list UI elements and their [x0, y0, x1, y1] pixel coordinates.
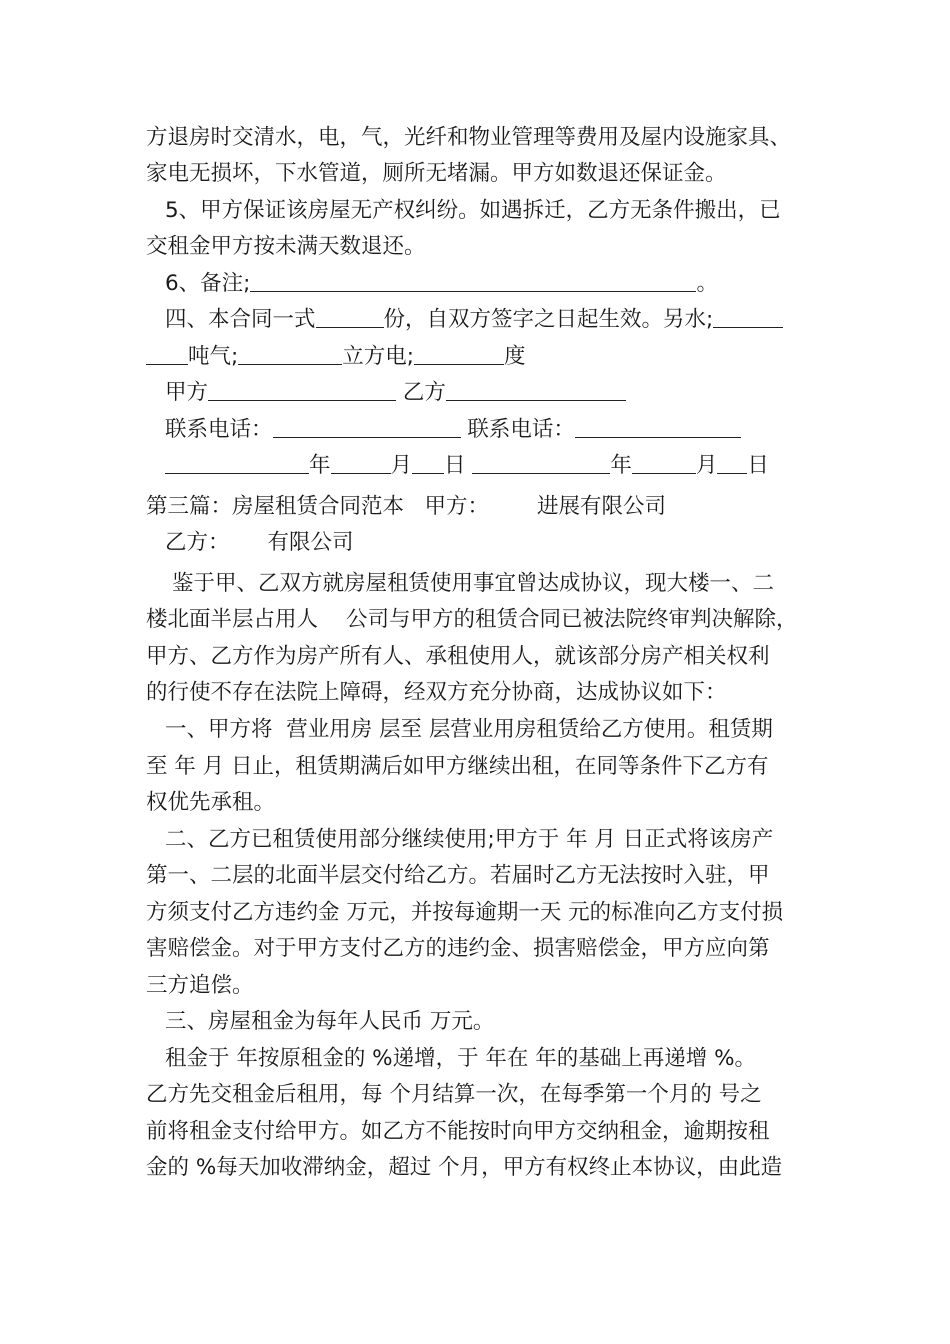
text-line: 租金于 年按原租金的 %递增，于 年在 年的基础上再递增 %。: [165, 1046, 757, 1071]
blank-line: [446, 380, 626, 401]
year-label: 年: [610, 453, 632, 478]
text-line: 金的 %每天加收滞纳金，超过 个月，甲方有权终止本协议，由此造: [146, 1155, 783, 1180]
text-line: 家电无损坏，下水管道，厕所无堵漏。甲方如数退还保证金。: [146, 161, 727, 186]
blank-line: [331, 453, 391, 474]
month-label: 月: [390, 453, 413, 478]
text-segment: 公司与甲方的租赁合同已被法院终审判决解除，: [346, 607, 798, 632]
party-a-label: 甲方：: [424, 494, 490, 519]
text-line: [165, 717, 773, 743]
text-segment: 立方电;: [342, 344, 414, 369]
day-label: 日: [747, 453, 769, 478]
copies-line: [165, 307, 783, 333]
date-line: [165, 453, 769, 479]
text-line: 鉴于甲、乙双方就房屋租赁使用事宜曾达成协议，现大楼一、二: [172, 571, 775, 596]
text-segment: 吨气;: [188, 344, 239, 369]
party-signature-line: [165, 380, 626, 406]
text-segment: 营业用房: [286, 717, 373, 742]
meter-line: [146, 344, 526, 370]
blank-line: [238, 344, 342, 365]
text-segment: 楼北面半层占用人: [146, 607, 319, 632]
text-segment: 层营业用房租赁给乙方使用。租赁期: [428, 717, 773, 742]
text-line: 甲方、乙方作为房产所有人、承租使用人，就该部分房产相关权利: [146, 644, 770, 669]
text-line: 三方追偿。: [146, 973, 254, 998]
text-line: 的行使不存在法院上障碍，经双方充分协商，达成协议如下：: [146, 680, 727, 705]
remarks-label: 6、备注;: [165, 271, 251, 296]
text-line: 权优先承租。: [146, 790, 276, 815]
text-line: 至 年 月 日止，租赁期满后如甲方继续出租，在同等条件下乙方有: [146, 754, 769, 779]
month-label: 月: [695, 453, 718, 478]
company-name: 有限公司: [267, 530, 354, 555]
blank-line: [575, 417, 741, 438]
blank-line: [717, 453, 747, 474]
blank-line: [146, 344, 188, 365]
period: 。: [696, 271, 718, 296]
phone-line: [165, 417, 741, 443]
blank-line: [713, 307, 783, 328]
text-segment: 度: [504, 344, 526, 369]
text-line: 乙方先交租金后租用，每 个月结算一次，在每季第一个月的 号之: [146, 1082, 762, 1107]
text-segment: 份，自双方签字之日起生效。另水;: [383, 307, 714, 332]
phone-label-a: 联系电话：: [165, 417, 273, 442]
text-line: 5、甲方保证该房屋无产权纠纷。如遇拆迁，乙方无条件搬出，已: [165, 198, 781, 223]
blank-line: [208, 380, 396, 401]
party-b-label: 乙方: [402, 380, 446, 405]
text-segment: 层至: [379, 717, 423, 742]
text-line: 害赔偿金。对于甲方支付乙方的违约金、损害赔偿金，甲方应向第: [146, 936, 770, 961]
blank-line: [472, 453, 610, 474]
text-segment: 四、本合同一式: [165, 307, 316, 332]
blank-line: [250, 271, 696, 292]
phone-label-b: 联系电话：: [467, 417, 575, 442]
section-title: 第三篇：房屋租赁合同范本: [146, 494, 405, 519]
text-line: 前将租金支付给甲方。如乙方不能按时向甲方交纳租金，逾期按租: [146, 1119, 770, 1144]
party-a-label: 甲方: [165, 380, 209, 405]
text-line: 二、乙方已租赁使用部分继续使用;甲方于 年 月 日正式将该房产: [165, 827, 774, 852]
blank-line: [165, 453, 309, 474]
blank-line: [412, 453, 444, 474]
party-b-line: [165, 530, 354, 556]
blank-line: [632, 453, 696, 474]
section-title-line: [146, 494, 666, 520]
text-line: [146, 607, 798, 633]
party-b-label: 乙方：: [165, 530, 230, 555]
company-name: 进展有限公司: [537, 494, 667, 519]
remarks-line: [165, 271, 718, 297]
day-label: 日: [444, 453, 466, 478]
text-line: 方须支付乙方违约金 万元，并按每逾期一天 元的标准向乙方支付损: [146, 900, 784, 925]
text-line: 三、房屋租金为每年人民币 万元。: [165, 1009, 495, 1034]
text-line: 交租金甲方按未满天数退还。: [146, 234, 426, 259]
text-line: 方退房时交清水，电，气，光纤和物业管理等费用及屋内设施家具、: [146, 125, 792, 150]
blank-line: [273, 417, 461, 438]
year-label: 年: [309, 453, 331, 478]
text-segment: 一、甲方将: [165, 717, 273, 742]
text-line: 第一、二层的北面半层交付给乙方。若届时乙方无法按时入驻，甲: [146, 863, 770, 888]
blank-line: [316, 307, 384, 328]
blank-line: [414, 344, 504, 365]
